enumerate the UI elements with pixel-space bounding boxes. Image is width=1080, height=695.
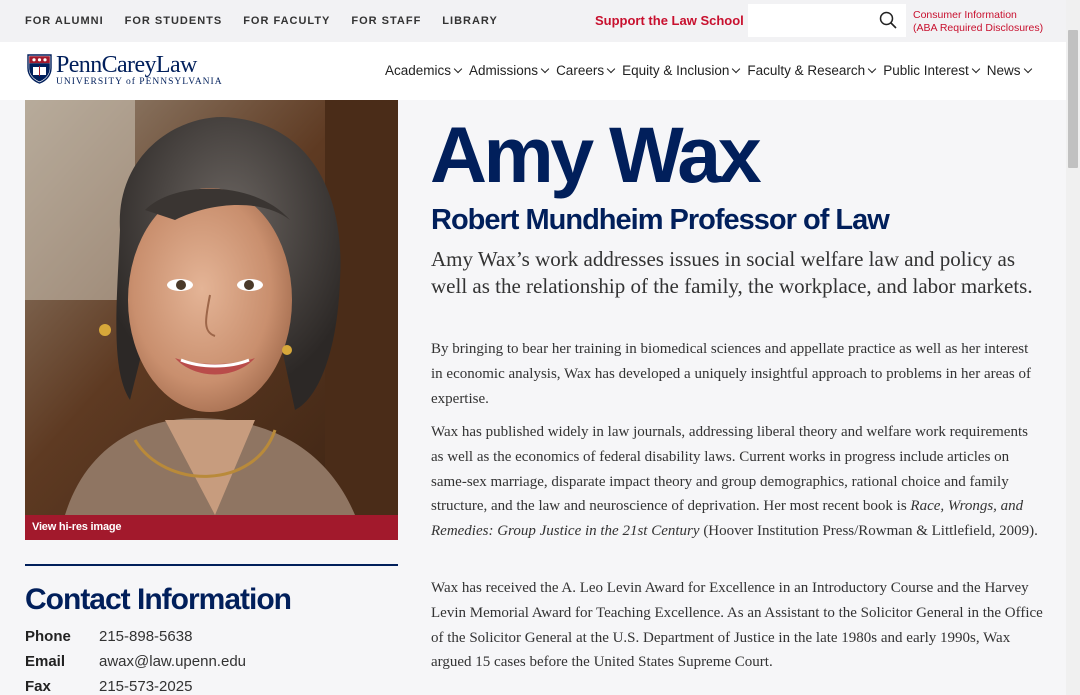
contact-label: Email — [25, 653, 66, 670]
bio-paragraph-1: By bringing to bear her training in biomedical sciences and appellate practice as well as her interest in economic analysis, Wax has developed a uniquely insightful approach to problems in her areas of expertise. — [431, 341, 1032, 407]
nav-careers[interactable] — [556, 63, 614, 78]
link-for-alumni[interactable]: FOR ALUMNI — [25, 15, 104, 27]
bio-paragraph-3: Wax has received the A. Leo Levin Award for Excellence in an Introductory Course and the Harvey Levin Memorial Award for Teaching Excellence. As an Assistant to the Solicitor General in the Office of the Solicitor General at the U.S. Department of Justice in the late 1980s and early 1990s, Wax argued 15 cases before the United States Supreme Court. — [431, 580, 1043, 671]
nav-label: Academics — [385, 63, 452, 78]
nav-news[interactable] — [987, 63, 1031, 78]
chevron-down-icon — [541, 65, 549, 73]
chevron-down-icon — [607, 65, 615, 73]
contact-divider — [25, 564, 398, 566]
chevron-down-icon — [1023, 65, 1031, 73]
faculty-title: Robert Mundheim Professor of Law — [431, 204, 889, 236]
search-icon[interactable] — [879, 11, 897, 29]
logo-wordmark — [56, 54, 223, 87]
contact-label: Phone — [25, 628, 71, 645]
nav-label: Equity & Inclusion — [622, 63, 730, 78]
contact-email-value[interactable]: awax@law.upenn.edu — [99, 653, 246, 670]
primary-nav — [385, 63, 1039, 78]
chevron-down-icon — [454, 65, 462, 73]
logo-main-text: PennCareyLaw — [56, 52, 197, 78]
view-hires-image-link[interactable]: View hi-res image — [25, 515, 398, 540]
scrollbar-thumb[interactable] — [1068, 30, 1078, 168]
contact-heading: Contact Information — [25, 583, 291, 616]
utility-bar — [0, 0, 1066, 42]
consumer-info-line2: (ABA Required Disclosures) — [913, 21, 1044, 34]
contact-row-email — [25, 653, 246, 670]
nav-label: Admissions — [469, 63, 539, 78]
page-scrollbar[interactable] — [1066, 0, 1080, 695]
chevron-down-icon — [732, 65, 740, 73]
contact-label: Fax — [25, 678, 51, 695]
nav-faculty-research[interactable] — [747, 63, 875, 78]
nav-public-interest[interactable] — [883, 63, 979, 78]
nav-label: Public Interest — [883, 63, 969, 78]
chevron-down-icon — [868, 65, 876, 73]
book-title: Race, Wrongs, and Remedies: Group Justice in the 21st Century — [431, 498, 1024, 540]
link-for-staff[interactable]: FOR STAFF — [351, 15, 422, 27]
link-for-students[interactable]: FOR STUDENTS — [124, 15, 223, 27]
logo-sub-text: UNIVERSITY of PENNSYLVANIA — [56, 77, 223, 87]
bio-paragraph-2 — [431, 420, 1043, 544]
penn-shield-icon — [27, 54, 52, 84]
chevron-down-icon — [971, 65, 979, 73]
nav-equity-inclusion[interactable] — [622, 63, 739, 78]
nav-admissions[interactable] — [469, 63, 548, 78]
nav-label: Faculty & Research — [747, 63, 866, 78]
contact-fax-value: 215-573-2025 — [99, 678, 193, 695]
contact-row-fax — [25, 678, 192, 695]
bio-lead: Amy Wax’s work addresses issues in social welfare law and policy as well as the relationship of the family, the workplace, and labor markets. — [431, 247, 1033, 298]
nav-label: Careers — [556, 63, 605, 78]
contact-phone-value[interactable]: 215-898-5638 — [99, 628, 193, 645]
faculty-name: Amy Wax — [430, 110, 759, 199]
link-for-faculty[interactable]: FOR FACULTY — [243, 15, 331, 27]
consumer-info-link[interactable] — [913, 9, 1043, 34]
contact-row-phone — [25, 628, 192, 645]
support-link[interactable]: Support the Law School — [595, 13, 744, 28]
bio-paragraph-2-text-a: Wax has published widely in law journals, addressing liberal theory and welfare work requirements as well as the economics of federal disability laws. Current works in progress include articles on same-sex marriage, disparate impact theory and group demographics, rational choice and family structure, and the law and neuroscience of deprivation. Her most recent book is — [431, 424, 1028, 515]
faculty-portrait — [25, 100, 398, 515]
audience-links — [25, 0, 519, 42]
nav-academics[interactable] — [385, 63, 461, 78]
main-nav — [0, 42, 1066, 100]
consumer-info-line1: Consumer Information — [913, 9, 1017, 21]
site-logo[interactable] — [27, 54, 223, 87]
bio-paragraph-2-text-b: (Hoover Institution Press/Rowman & Littlefield, 2009). — [699, 523, 1038, 540]
link-library[interactable]: LIBRARY — [442, 15, 498, 27]
nav-label: News — [986, 63, 1021, 78]
